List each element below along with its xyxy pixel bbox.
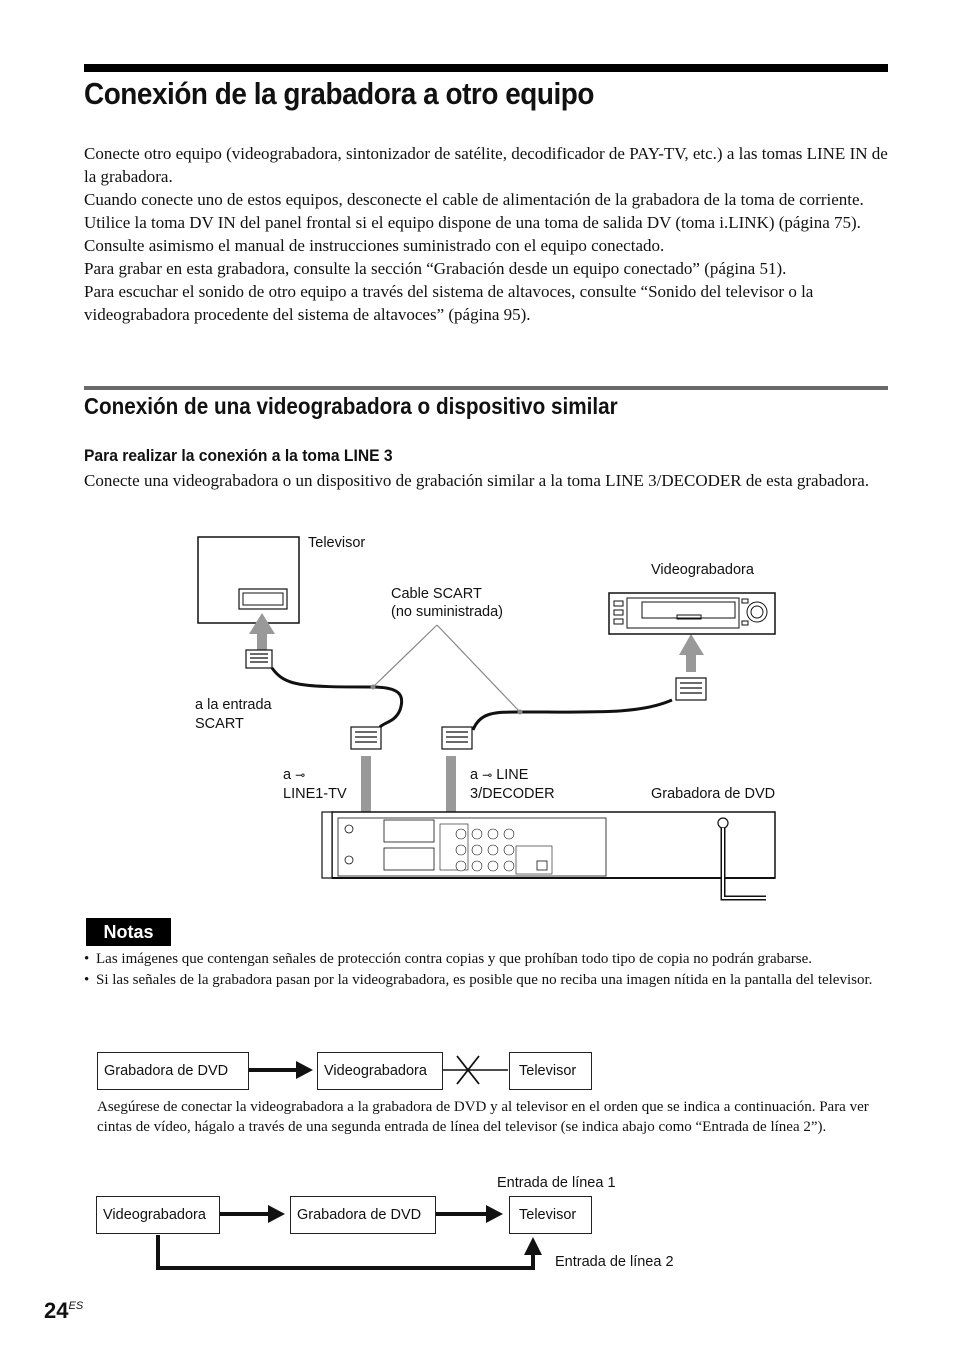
flow1-tv-box: Televisor	[509, 1052, 592, 1090]
line-input-1-label: Entrada de línea 1	[497, 1175, 616, 1191]
line1-label	[283, 767, 305, 784]
dvd-recorder-icon	[322, 812, 775, 878]
scart-input-label: a la entrada	[195, 697, 272, 713]
page-number-value: 24	[44, 1298, 69, 1323]
vcr-icon	[609, 593, 775, 634]
line3-word: LINE	[496, 767, 529, 783]
intro-paragraph: Para escuchar el sonido de otro equipo a través del sistema de altavoces, consulte “Sonido del televisor o la videograbadora procedente del sistema de altavoces” (página 95).	[84, 282, 814, 324]
intro-paragraph: Cuando conecte uno de estos equipos, desconecte el cable de alimentación de la grabadora de la toma de corriente.	[84, 190, 864, 209]
intro-paragraph: Para grabar en esta grabadora, consulte la sección “Grabación desde un equipo conectado” (página 51).	[84, 259, 787, 278]
line1-prefix: a	[283, 767, 292, 783]
order-text: Asegúrese de conectar la videograbadora a la grabadora de DVD y al televisor en el orden que se indica a continuación. Para ver cintas de vídeo, hágalo a través de una segunda entrada de línea del televisor (se indica abajo como “Entrada de línea 2”).	[97, 1099, 869, 1135]
section-title: Conexión de una videograbadora o dispositivo similar	[84, 393, 618, 419]
input-arrow-icon: ⊸	[295, 768, 306, 782]
note-item: • Si las señales de la grabadora pasan por la videograbadora, es posible que no reciba una imagen nítida en la pantalla del televisor.	[84, 970, 890, 991]
line3-prefix: a	[470, 767, 479, 783]
flow1-vcr-box: Videograbadora	[317, 1052, 443, 1090]
input-arrow-icon: ⊸	[482, 768, 493, 782]
subsection-text: Conecte una videograbadora o un dispositivo de grabación similar a la toma LINE 3/DECODER de esta grabadora.	[84, 471, 870, 490]
intro-paragraph: Utilice la toma DV IN del panel frontal si el equipo dispone de una toma de salida DV (toma i.LINK) (página 75).	[84, 213, 861, 232]
flow1-dvd-box: Grabadora de DVD	[97, 1052, 249, 1090]
line3-label-2: 3/DECODER	[470, 786, 555, 802]
page-title: Conexión de la grabadora a otro equipo	[84, 76, 594, 111]
line-input-2-label: Entrada de línea 2	[555, 1254, 674, 1270]
line3-label	[470, 767, 528, 784]
notes-heading: Notas	[86, 918, 171, 946]
vcr-label: Videograbadora	[651, 562, 754, 578]
page-number	[44, 1298, 83, 1324]
notes-list	[84, 949, 890, 991]
arrow-up-icon	[679, 634, 704, 672]
intro-paragraph: Consulte asimismo el manual de instrucciones suministrado con el equipo conectado.	[84, 236, 665, 255]
scart-input-label-2: SCART	[195, 716, 244, 732]
scart-plug-icon	[246, 650, 706, 749]
cable-label: Cable SCART	[391, 586, 482, 602]
flow2-dvd-box: Grabadora de DVD	[290, 1196, 436, 1234]
flow2-tv-box: Televisor	[509, 1196, 592, 1234]
intro-paragraph: Conecte otro equipo (videograbadora, sintonizador de satélite, decodificador de PAY-TV, etc.) a las tomas LINE IN de la grabadora.	[84, 144, 888, 186]
flow2-vcr-box: Videograbadora	[96, 1196, 220, 1234]
page-language-suffix: ES	[68, 1300, 84, 1312]
cable-note: (no suministrada)	[391, 604, 504, 620]
tv-icon	[198, 537, 299, 623]
line1-label-2: LINE1-TV	[283, 786, 347, 802]
subsection-title: Para realizar la conexión a la toma LINE 3	[84, 446, 393, 465]
dvd-recorder-label: Grabadora de DVD	[651, 786, 776, 802]
tv-label: Televisor	[308, 535, 366, 551]
note-item: • Las imágenes que contengan señales de protección contra copias y que prohíban todo tipo de copia no podrán grabarse.	[84, 949, 890, 970]
